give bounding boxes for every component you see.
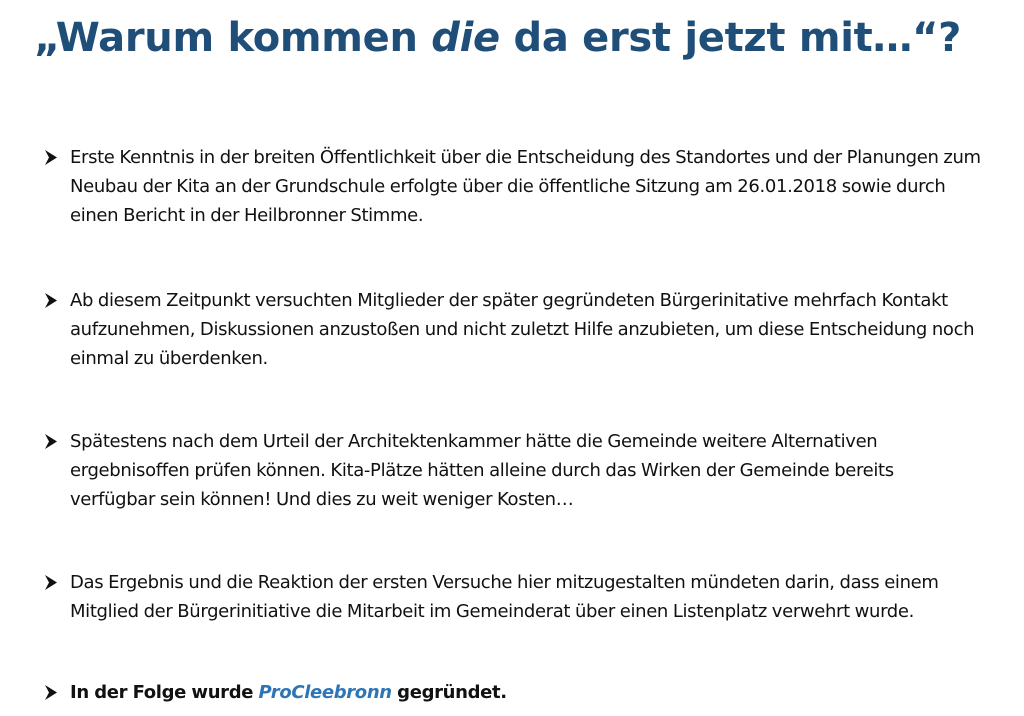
title-part-1: „Warum kommen — [34, 15, 432, 61]
bullet-text: Spätestens nach dem Urteil der Architektenkammer hätte die Gemeinde weitere Alternativen ergebnisoffen prüfen können. Kita-Plätze hätten alleine durch das Wirken der Gemeinde bereits verfügbar sein können! Und dies zu weit weniger Kosten… — [70, 431, 894, 510]
arrowhead-bullet-icon — [42, 568, 62, 597]
bullet-text: Ab diesem Zeitpunkt versuchten Mitglieder der später gegründeten Bürgerinitative mehrfach Kontakt aufzunehmen, Diskussionen anzustoßen und nicht zuletzt Hilfe anzubieten, um diese Entscheidung noch einmal zu überdenken. — [70, 290, 975, 369]
conclusion-before: In der Folge wurde — [70, 682, 259, 703]
bullet-item — [42, 286, 982, 373]
title-part-2: da erst jetzt mit…“? — [499, 15, 962, 61]
brand-name: ProCleebronn — [258, 682, 392, 703]
conclusion-text — [70, 678, 982, 707]
arrowhead-bullet-icon — [42, 678, 62, 707]
arrowhead-bullet-icon — [42, 143, 62, 172]
conclusion-bullet — [42, 678, 982, 707]
title-emphasis: die — [431, 15, 500, 61]
bullet-item — [42, 568, 982, 626]
bullet-item — [42, 427, 982, 514]
arrowhead-bullet-icon — [42, 286, 62, 315]
arrowhead-bullet-icon — [42, 427, 62, 456]
slide-title — [34, 10, 961, 66]
bullet-item — [42, 143, 982, 230]
conclusion-after: gegründet. — [391, 682, 507, 703]
bullet-text: Erste Kenntnis in der breiten Öffentlichkeit über die Entscheidung des Standortes und der Planungen zum Neubau der Kita an der Grundschule erfolgte über die öffentliche Sitzung am 26.01.2018 sowie durch einen Bericht in der Heilbronner Stimme. — [70, 147, 981, 226]
bullet-text: Das Ergebnis und die Reaktion der ersten Versuche hier mitzugestalten mündeten darin, dass einem Mitglied der Bürgerinitiative die Mitarbeit im Gemeinderat über einen Listenplatz verwehrt wurde. — [70, 572, 939, 622]
